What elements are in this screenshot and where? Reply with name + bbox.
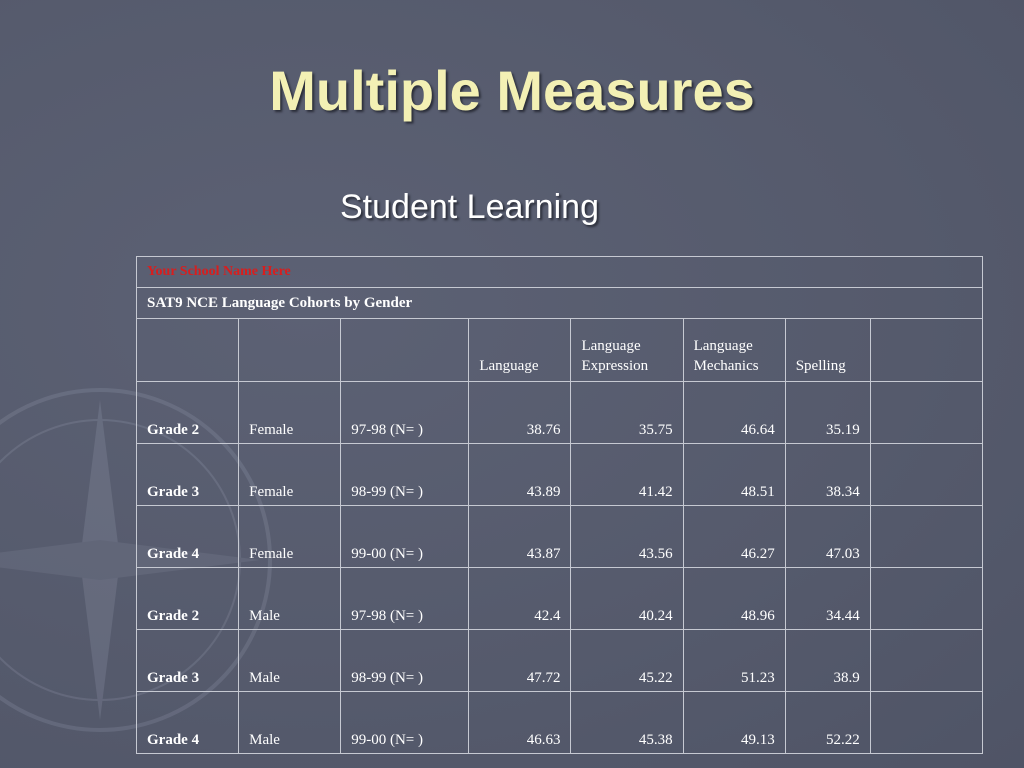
mechanics-score: 48.51 bbox=[683, 444, 785, 506]
table-row bbox=[137, 692, 983, 754]
header-language: Language bbox=[469, 319, 571, 382]
blank-cell bbox=[870, 692, 982, 754]
cohort-cell: 99-00 (N= ) bbox=[341, 692, 469, 754]
blank-cell bbox=[870, 568, 982, 630]
blank-cell bbox=[870, 630, 982, 692]
gender-cell: Female bbox=[239, 506, 341, 568]
table-row bbox=[137, 630, 983, 692]
spelling-score: 35.19 bbox=[785, 382, 870, 444]
slide-title: Multiple Measures bbox=[269, 59, 755, 122]
expression-score: 43.56 bbox=[571, 506, 683, 568]
mechanics-score: 51.23 bbox=[683, 630, 785, 692]
language-score: 46.63 bbox=[469, 692, 571, 754]
grade-cell: Grade 4 bbox=[137, 506, 239, 568]
grade-cell: Grade 2 bbox=[137, 382, 239, 444]
expression-score: 35.75 bbox=[571, 382, 683, 444]
grade-cell: Grade 3 bbox=[137, 630, 239, 692]
header-cell-blank bbox=[239, 319, 341, 382]
gender-cell: Female bbox=[239, 382, 341, 444]
expression-score: 45.22 bbox=[571, 630, 683, 692]
header-cell-blank bbox=[341, 319, 469, 382]
cohort-cell: 97-98 (N= ) bbox=[341, 568, 469, 630]
grade-cell: Grade 2 bbox=[137, 568, 239, 630]
language-score: 42.4 bbox=[469, 568, 571, 630]
spelling-score: 38.34 bbox=[785, 444, 870, 506]
cohort-cell: 98-99 (N= ) bbox=[341, 630, 469, 692]
table-row bbox=[137, 382, 983, 444]
spelling-score: 38.9 bbox=[785, 630, 870, 692]
spelling-score: 34.44 bbox=[785, 568, 870, 630]
blank-cell bbox=[870, 444, 982, 506]
cohort-cell: 98-99 (N= ) bbox=[341, 444, 469, 506]
language-score: 38.76 bbox=[469, 382, 571, 444]
header-row bbox=[137, 319, 983, 382]
gender-cell: Male bbox=[239, 692, 341, 754]
mechanics-score: 46.27 bbox=[683, 506, 785, 568]
language-score: 47.72 bbox=[469, 630, 571, 692]
header-language-mechanics: Language Mechanics bbox=[683, 319, 785, 382]
school-name-row bbox=[137, 257, 983, 288]
gender-cell: Male bbox=[239, 630, 341, 692]
school-name: Your School Name Here bbox=[137, 257, 983, 288]
spelling-score: 47.03 bbox=[785, 506, 870, 568]
table-row bbox=[137, 568, 983, 630]
blank-cell bbox=[870, 506, 982, 568]
expression-score: 40.24 bbox=[571, 568, 683, 630]
gender-cell: Male bbox=[239, 568, 341, 630]
spelling-score: 52.22 bbox=[785, 692, 870, 754]
slide-subtitle: Student Learning bbox=[340, 188, 599, 226]
table-row bbox=[137, 444, 983, 506]
language-score: 43.89 bbox=[469, 444, 571, 506]
mechanics-score: 48.96 bbox=[683, 568, 785, 630]
blank-cell bbox=[870, 382, 982, 444]
header-spelling: Spelling bbox=[785, 319, 870, 382]
header-language-expression: Language Expression bbox=[571, 319, 683, 382]
expression-score: 41.42 bbox=[571, 444, 683, 506]
table-row bbox=[137, 506, 983, 568]
grade-cell: Grade 3 bbox=[137, 444, 239, 506]
mechanics-score: 46.64 bbox=[683, 382, 785, 444]
mechanics-score: 49.13 bbox=[683, 692, 785, 754]
cohort-cell: 99-00 (N= ) bbox=[341, 506, 469, 568]
expression-score: 45.38 bbox=[571, 692, 683, 754]
table-title: SAT9 NCE Language Cohorts by Gender bbox=[137, 288, 983, 319]
cohort-table bbox=[136, 256, 983, 754]
language-score: 43.87 bbox=[469, 506, 571, 568]
gender-cell: Female bbox=[239, 444, 341, 506]
cohort-cell: 97-98 (N= ) bbox=[341, 382, 469, 444]
header-cell-blank bbox=[137, 319, 239, 382]
table-title-row bbox=[137, 288, 983, 319]
grade-cell: Grade 4 bbox=[137, 692, 239, 754]
header-cell-blank bbox=[870, 319, 982, 382]
